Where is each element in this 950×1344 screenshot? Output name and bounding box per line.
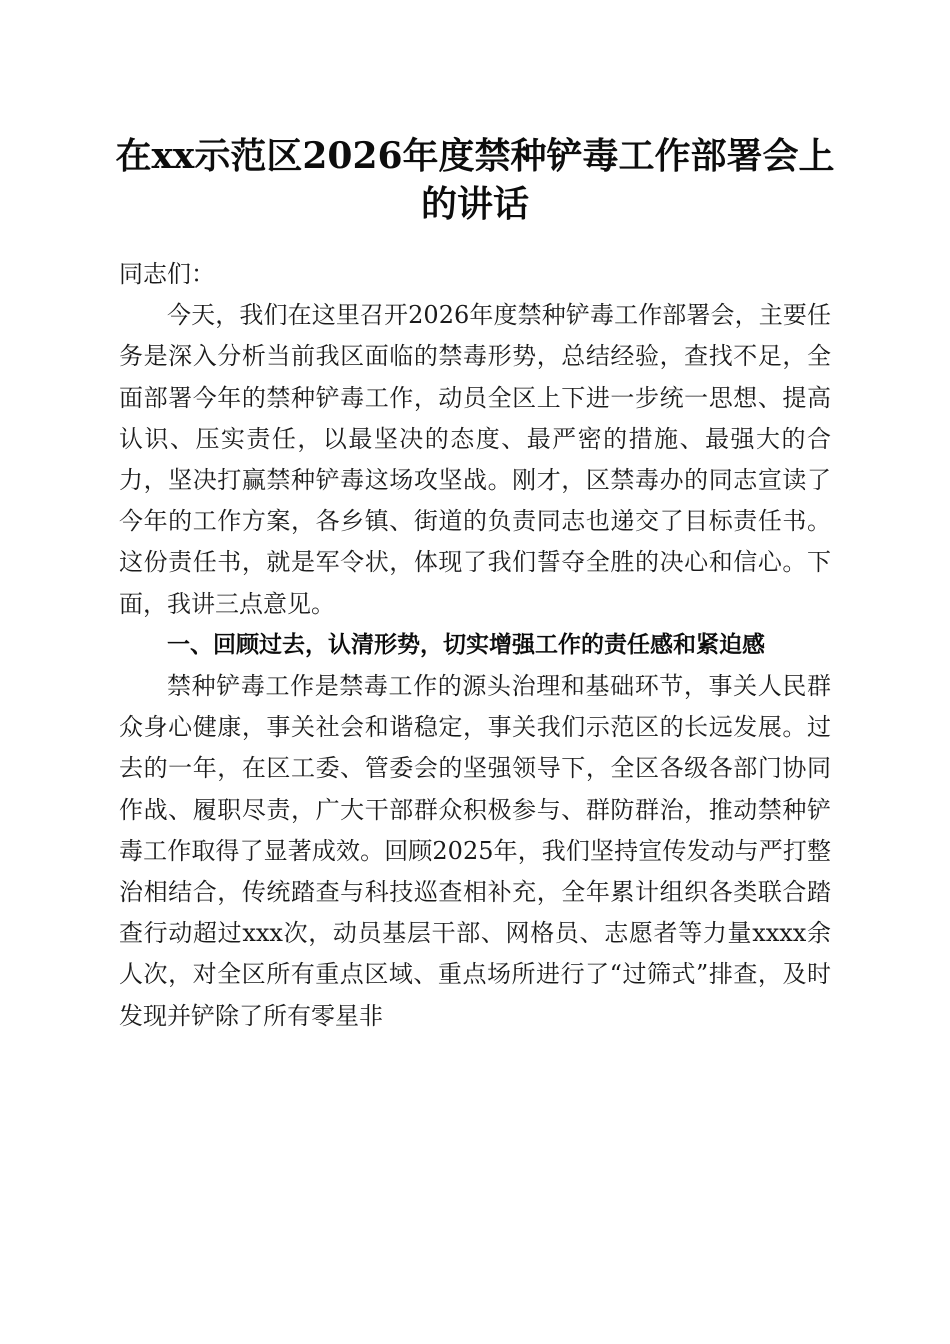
salutation: 同志们： — [119, 260, 215, 288]
section-1-paragraph: 禁种铲毒工作是禁毒工作的源头治理和基础环节，事关人民群众身心健康，事关社会和谐稳定，事关我们示范区的长远发展。过去的一年，在区工委、管委会的坚强领导下，全区各级各部门协同作战、履职尽责，广大干部群众积极参与、群防群治，推动禁种铲毒工作取得了显著成效。回顾2025年，我们坚持宣传发动与严打整治相结合，传统踏查与科技巡查相补充，全年累计组织各类联合踏查行动超过xxx次，动员基层干部、网格员、志愿者等力量xxxx余人次，对全区所有重点区域、重点场所进行了“过筛式”排查，及时发现并铲除了所有零星非 — [119, 672, 831, 1030]
title-line-2: 的讲话 — [420, 183, 529, 225]
document-body — [119, 254, 831, 1037]
section-heading-1: 一、回顾过去，认清形势，切实增强工作的责任感和紧迫感 — [167, 631, 765, 658]
document-title — [110, 132, 840, 228]
intro-paragraph: 今天，我们在这里召开2026年度禁种铲毒工作部署会，主要任务是深入分析当前我区面临的禁毒形势，总结经验，查找不足，全面部署今年的禁种铲毒工作，动员全区上下进一步统一思想、提高认识、压实责任，以最坚决的态度、最严密的措施、最强大的合力，坚决打赢禁种铲毒这场攻坚战。刚才，区禁毒办的同志宣读了今年的工作方案，各乡镇、街道的负责同志也递交了目标责任书。这份责任书，就是军令状，体现了我们誓夺全胜的决心和信心。下面，我讲三点意见。 — [119, 301, 831, 618]
title-line-1: 在xx示范区2026年度禁种铲毒工作部署会上 — [115, 135, 835, 177]
